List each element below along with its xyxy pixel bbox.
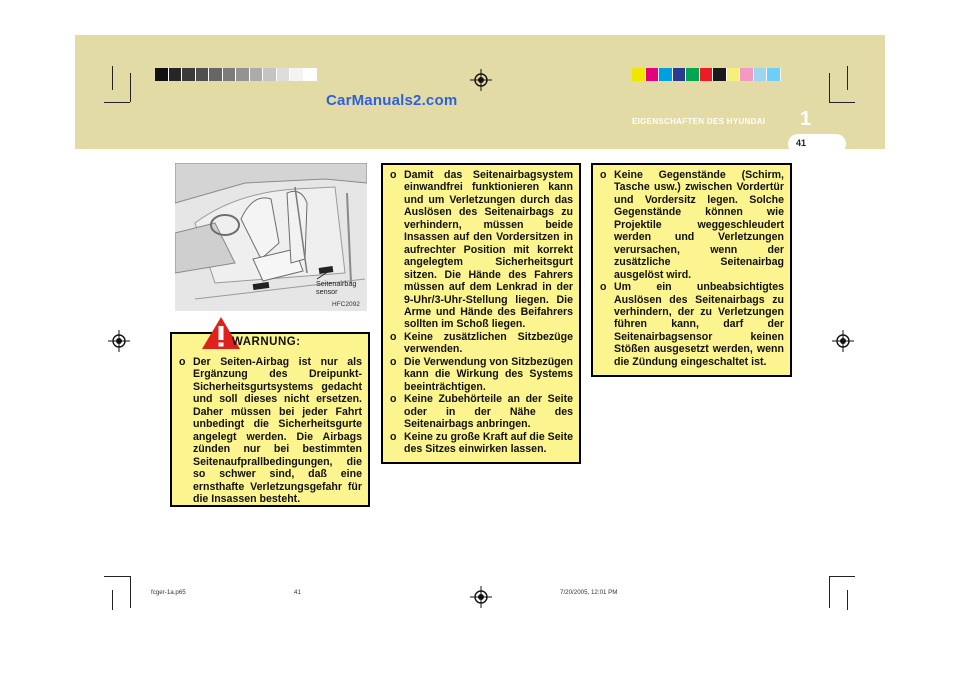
color-calibration-bar [632,68,781,81]
list-item [387,356,573,393]
middle-info-box [381,163,581,464]
bullet-marker: o [600,281,607,294]
crop-mark [104,102,130,103]
color-swatch [754,68,768,81]
registration-mark-icon [832,330,854,352]
list-item [387,331,573,356]
bullet-marker: o [600,169,607,181]
footer-filename: fcger-1a.p65 [151,589,186,596]
color-swatch [713,68,727,81]
figure-code: HFC2092 [332,301,360,308]
warning-title: WARNUNG: [232,336,301,348]
crop-mark [829,576,830,608]
warning-box [170,332,370,507]
bullet-marker: o [179,356,186,368]
color-swatch [659,68,673,81]
list-item-text: Damit das Seitenairbagsystem einwandfrei funktionieren kann und um Verletzungen durch das Auslösen des Seitenairbags zu verhindern, müssen beide Insassen auf den Vordersitzen in aufrechter Position mit korrekt angelegtem Sicherheitsgurt sitzen. Die Hände des Fahrers müssen auf dem Lenkrad in der 9-Uhr/3-Uhr-Stellung liegen. Die Arme und Hände des Beifahrers sollten im Schoß liegen. [404,169,573,331]
gray-swatch [169,68,183,81]
bullet-marker: o [390,330,397,343]
bullet-marker: o [390,169,397,181]
color-swatch [646,68,660,81]
bullet-marker: o [390,355,397,368]
color-swatch [700,68,714,81]
list-item [387,169,573,331]
registration-mark-icon [108,330,130,352]
middle-info-list [387,169,573,455]
registration-mark-icon [470,586,492,608]
crop-mark [112,590,113,610]
gray-swatch [155,68,169,81]
gray-swatch [263,68,277,81]
list-item-text: Der Seiten-Airbag ist nur als Ergänzung des Dreipunkt-Sicherheitsgurtsystems gedacht und soll dieses nicht ersetzen. Daher müssen bei jeder Fahrt unbedingt die Sicherheitsgurte angelegt werden. Die Airbags zünden nur bei bestimmten Seitenaufprallbedingungen, die so schwer sind, daß eine ernsthafte Verletzungsgefahr für die Insassen besteht. [193,356,362,505]
color-swatch [632,68,646,81]
crop-mark [829,576,855,577]
gray-swatch [250,68,264,81]
color-swatch [686,68,700,81]
gray-swatch [223,68,237,81]
watermark-link[interactable]: CarManuals2.com [326,92,458,109]
list-item [597,169,784,281]
color-swatch [673,68,687,81]
gray-swatch [277,68,291,81]
header-band [75,35,885,149]
gray-swatch [209,68,223,81]
color-swatch [727,68,741,81]
figure-label: Seitenairbag sensor [316,279,357,296]
list-item-text: Keine zusätzlichen Sitzbezüge verwenden. [404,330,573,356]
section-title: EIGENSCHAFTEN DES HYUNDAI [632,117,766,126]
list-item [597,281,784,368]
crop-mark [130,73,131,102]
color-swatch [767,68,781,81]
list-item-text: Keine Gegenstände (Schirm, Tasche usw.) zwischen Vordertür und Vordersitz legen. Solche Gegenstände können wie Projektile weggeschleudert werden und Verletzungen verursachen, wenn der zusätzliche Seitenairbag ausgelöst wird. [614,169,784,281]
crop-mark [847,590,848,610]
gray-swatch [196,68,210,81]
crop-mark [829,102,855,103]
crop-mark [112,66,113,90]
right-info-box [591,163,792,377]
bullet-marker: o [390,430,397,443]
crop-mark [829,73,830,102]
list-item [387,393,573,430]
color-swatch [740,68,754,81]
bullet-marker: o [390,393,397,406]
right-info-list [597,169,784,368]
footer-page: 41 [294,589,301,596]
crop-mark [847,66,848,90]
warning-list [176,356,362,505]
gray-swatch [304,68,318,81]
gray-calibration-bar [155,68,317,81]
crop-mark [104,576,130,577]
crop-mark [130,576,131,608]
list-item-text: Um ein unbeabsichtigtes Auslösen des Seitenairbags zu verhindern, der zu Verletzungen führen kann, darf der Seitenairbagsensor keinen Stößen ausgesetzt werden, wenn die Zündung eingeschaltet ist. [614,281,784,368]
gray-swatch [290,68,304,81]
gray-swatch [182,68,196,81]
footer-timestamp: 7/20/2005, 12:01 PM [560,589,618,596]
registration-mark-icon [470,69,492,91]
section-number: 1 [800,108,812,130]
list-item [176,356,362,505]
page-number: 41 [796,138,807,148]
gray-swatch [236,68,250,81]
list-item-text: Keine zu große Kraft auf die Seite des Sitzes einwirken lassen. [404,430,573,455]
list-item-text: Keine Zubehörteile an der Seite oder in der Nähe des Seitenairbags anbringen. [404,393,573,431]
list-item [387,431,573,456]
list-item-text: Die Verwendung von Sitzbezügen kann die Wirkung des Systems beeinträchtigen. [404,355,573,393]
